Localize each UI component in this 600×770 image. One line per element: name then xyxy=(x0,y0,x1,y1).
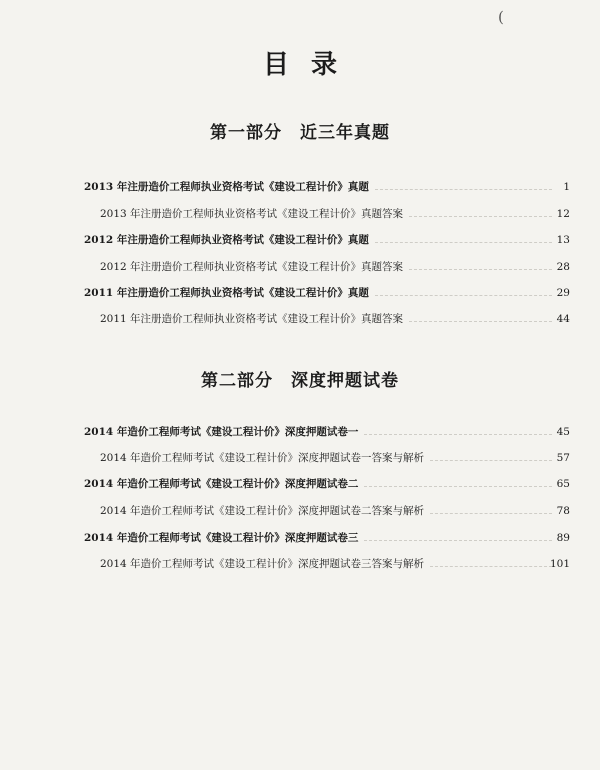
toc-entry-title: 2014 年造价工程师考试《建设工程计价》深度押题试卷一答案与解析 xyxy=(100,452,425,464)
toc-entry-title: 2013 年注册造价工程师执业资格考试《建设工程计价》真题 xyxy=(84,181,369,193)
page-title: 目录 xyxy=(262,50,359,80)
toc-entry[interactable] xyxy=(0,232,600,250)
toc-entry[interactable] xyxy=(0,206,600,224)
toc-entry-title: 2012 年注册造价工程师执业资格考试《建设工程计价》真题 xyxy=(84,234,369,246)
leader-line xyxy=(364,486,552,487)
part-name: 深度押题试卷 xyxy=(291,371,399,391)
leader-line xyxy=(364,540,552,541)
toc-entry-page: 101 xyxy=(549,558,570,570)
toc-entry-title: 2011 年注册造价工程师执业资格考试《建设工程计价》真题答案 xyxy=(100,313,404,325)
toc-entry-title: 2014 年造价工程师考试《建设工程计价》深度押题试卷二 xyxy=(84,478,359,490)
toc-entry-page: 65 xyxy=(556,478,570,490)
leader-line xyxy=(409,269,552,270)
toc-entry-page: 29 xyxy=(556,287,570,299)
toc-entry-title: 2014 年造价工程师考试《建设工程计价》深度押题试卷三答案与解析 xyxy=(100,558,425,570)
toc-entry[interactable] xyxy=(0,556,600,574)
toc-entry-title: 2014 年造价工程师考试《建设工程计价》深度押题试卷一 xyxy=(84,426,359,438)
toc-entry-page: 89 xyxy=(556,532,570,544)
toc-entry[interactable] xyxy=(0,424,600,442)
toc-entry-page: 1 xyxy=(563,181,570,193)
toc-entry[interactable] xyxy=(0,285,600,303)
toc-entry[interactable] xyxy=(0,179,600,197)
leader-line xyxy=(409,321,552,322)
toc-entry[interactable] xyxy=(0,450,600,468)
toc-entry-page: 12 xyxy=(556,208,570,220)
leader-line xyxy=(375,295,552,296)
part-two-heading xyxy=(0,366,600,391)
toc-entry[interactable] xyxy=(0,311,600,329)
toc-entry-page: 57 xyxy=(556,452,570,464)
leader-line xyxy=(375,189,552,190)
toc-entry-page: 78 xyxy=(556,505,570,517)
part-name: 近三年真题 xyxy=(300,123,390,143)
part-one-heading xyxy=(0,118,600,143)
leader-line xyxy=(430,460,552,461)
toc-entry[interactable] xyxy=(0,476,600,494)
leader-line xyxy=(409,216,552,217)
toc-entry[interactable] xyxy=(0,259,600,277)
toc-entry-page: 28 xyxy=(556,261,570,273)
toc-entry-title: 2013 年注册造价工程师执业资格考试《建设工程计价》真题答案 xyxy=(100,208,404,220)
toc-entry[interactable] xyxy=(0,503,600,521)
leader-line xyxy=(430,513,552,514)
leader-line xyxy=(375,242,552,243)
toc-entry-page: 13 xyxy=(556,234,570,246)
leader-line xyxy=(430,566,552,567)
part-number: 第二部分 xyxy=(201,371,273,391)
toc-entry-title: 2011 年注册造价工程师执业资格考试《建设工程计价》真题 xyxy=(84,287,369,299)
toc-entry-title: 2014 年造价工程师考试《建设工程计价》深度押题试卷二答案与解析 xyxy=(100,505,425,517)
toc-entry-title: 2014 年造价工程师考试《建设工程计价》深度押题试卷三 xyxy=(84,532,359,544)
corner-mark: ( xyxy=(498,8,504,26)
toc-entry-page: 45 xyxy=(556,426,570,438)
toc-entry-page: 44 xyxy=(556,313,570,325)
leader-line xyxy=(364,434,552,435)
part-number: 第一部分 xyxy=(210,123,282,143)
toc-entry-title: 2012 年注册造价工程师执业资格考试《建设工程计价》真题答案 xyxy=(100,261,404,273)
toc-entry[interactable] xyxy=(0,530,600,548)
